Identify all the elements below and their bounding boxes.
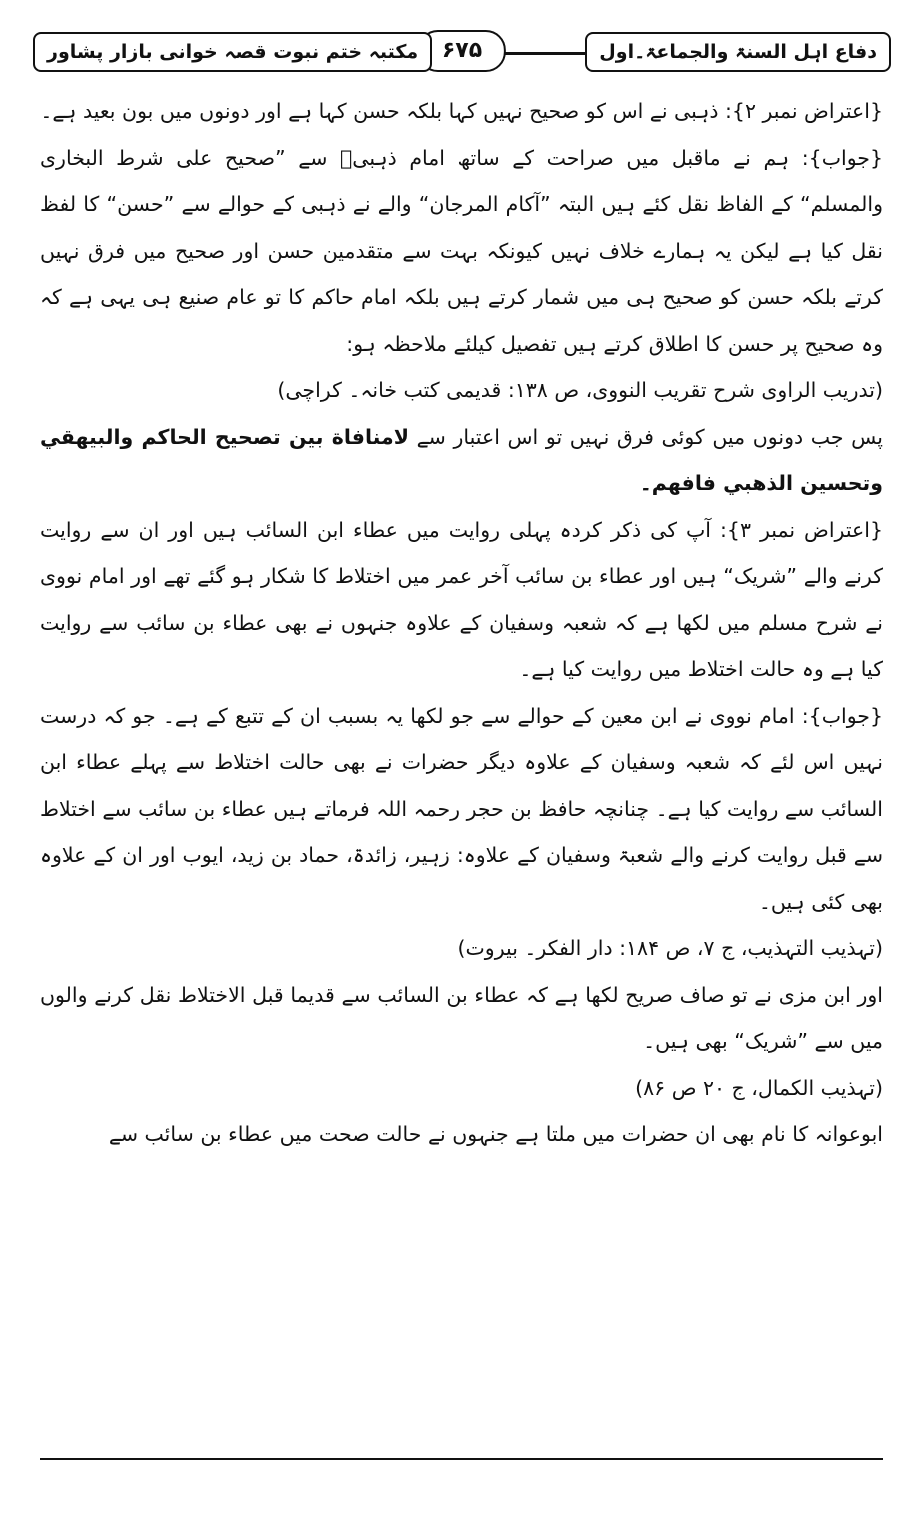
reference-tadrib: (تدریب الراوی شرح تقریب النووی، ص ۱۳۸: قدیمی کتب خانہ۔ کراچی) [277, 378, 883, 402]
footer-rule [40, 1458, 883, 1460]
answer-3: {جواب}: امام نووی نے ابن معین کے حوالے سے جو لکھا یہ بسبب ان کے تتبع کے ہے۔ جو کہ درست نہیں اس لئے کہ شعبہ وسفیان کے علاوہ دیگر حضرات نے بھی حالت اختلاط سے پہلے عطاء ابن السائب سے روایت کیا ہے۔ چنانچہ حافظ بن حجر رحمہ اللہ فرماتے ہیں عطاء بن سائب سے اختلاط سے قبل روایت کرنے والے شعبۃ وسفیان کے علاوہ: زہیر، زائدۃ، حماد بن زید، ایوب اور ان کے علاوہ بھی کئی ہیں۔ [40, 703, 883, 914]
answer-2: {جواب}: ہم نے ماقبل میں صراحت کے ساتھ امام ذہبیؒ سے ”صحیح علی شرط البخاری والمسلم“ کے الفاظ نقل کئے ہیں البتہ ”آکام المرجان“ والے نے ذہبی کے حوالے سے ”حسن“ کا لفظ نقل کیا ہے لیکن یہ ہمارے خلاف نہیں کیونکہ بہت سے متقدمین حسن اور صحیح میں فرق نہیں کرتے بلکہ حسن کو صحیح ہی میں شمار کرتے ہیں بلکہ امام حاکم کا تو عام صنیع ہی یہی ہے کہ وہ صحیح پر حسن کا اطلاق کرتے ہیں تفصیل کیلئے ملاحظہ ہو: [40, 145, 883, 356]
arabic-maxim: لامنافاة بين تصحيح الحاكم والبيهقي وتحسين الذهبي فافهم۔ [40, 424, 883, 495]
publisher-name: مکتبہ ختم نبوت قصہ خوانی بازار پشاور [33, 32, 432, 72]
reference-tahdhib-kamal: (تہذیب الکمال، ج ۲۰ ص ۸۶) [635, 1075, 883, 1100]
book-title: دفاع اہل السنۃ والجماعۃ۔اول [585, 32, 891, 72]
conclusion-paragraph [40, 414, 883, 507]
abu-awana-paragraph: ابوعوانہ کا نام بھی ان حضرات میں ملتا ہے جنہوں نے حالت صحت میں عطاء بن سائب سے [108, 1122, 883, 1146]
objection-2: {اعتراض نمبر ۲}: ذہبی نے اس کو صحیح نہیں کہا بلکہ حسن کہا ہے اور دونوں میں بون بعید ہے۔ [40, 99, 883, 123]
objection-3: {اعتراض نمبر ۳}: آپ کی ذکر کردہ پہلی روایت میں عطاء ابن السائب ہیں اور ان سے روایت کرنے والے ”شریک“ ہیں اور عطاء بن سائب آخر عمر میں اختلاط کا شکار ہو گئے تھے اور امام نووی نے شرح مسلم میں لکھا ہے کہ شعبہ وسفیان کے علاوہ جنہوں نے بھی عطاء بن سائب سے روایت کیا ہے وہ حالت اختلاط میں روایت کیا ہے۔ [40, 517, 883, 681]
ibn-mizzi-paragraph: اور ابن مزی نے تو صاف صریح لکھا ہے کہ عطاء بن السائب سے قدیما قبل الاختلاط نقل کرنے والوں میں سے ”شریک“ بھی ہیں۔ [40, 982, 883, 1053]
page-number: ۶۷۵ [418, 30, 506, 72]
reference-tahdhib-tahdhib: (تہذیب التہذیب، ج ۷، ص ۱۸۴: دار الفکر۔ بیروت) [457, 936, 883, 960]
conclusion-text: پس جب دونوں میں کوئی فرق نہیں تو اس اعتبار سے [416, 424, 883, 449]
running-header [33, 30, 891, 70]
page-body [40, 88, 883, 1426]
